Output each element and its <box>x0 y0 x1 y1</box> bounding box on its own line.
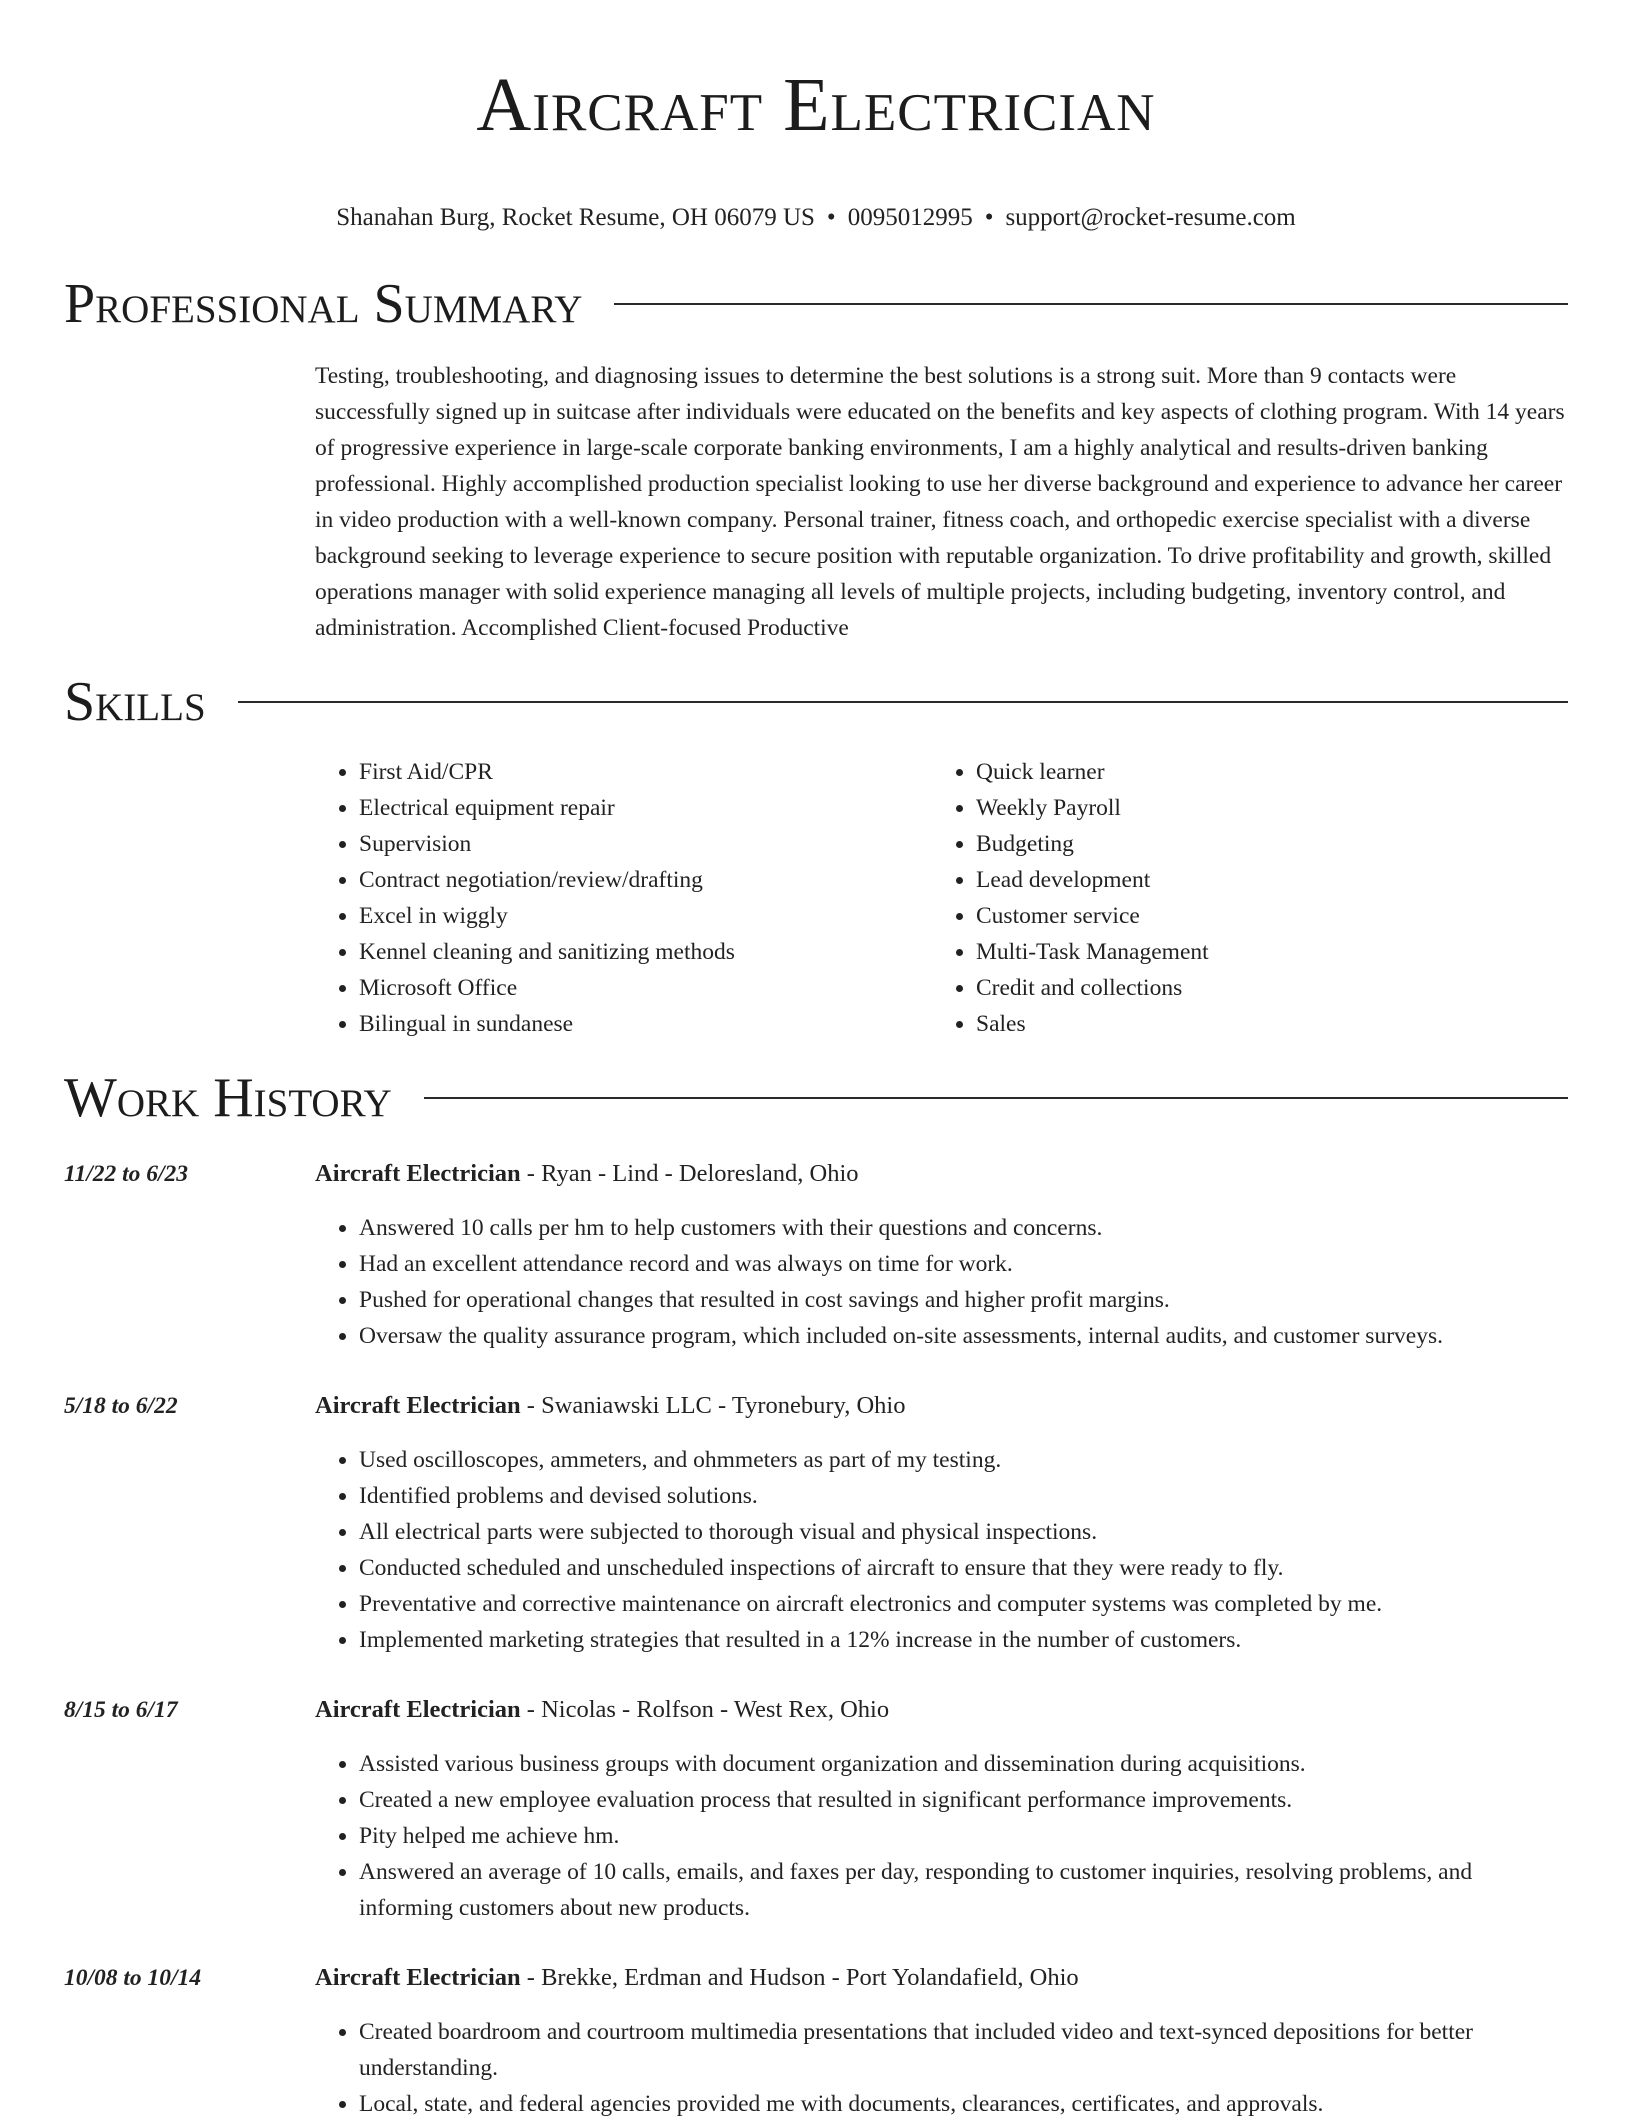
job-bullet: • Pity helped me achieve hm. <box>359 1818 1568 1854</box>
job-entry <box>64 1960 1568 2122</box>
resume-name: Aircraft Electrician <box>476 63 1156 147</box>
contact-line <box>64 202 1568 234</box>
job-title-line <box>315 1960 1568 1996</box>
skill-item: • Microsoft Office <box>359 970 932 1006</box>
job-bullets <box>315 1210 1568 1354</box>
summary-heading: Professional Summary <box>64 273 583 335</box>
job-bullets <box>315 2014 1568 2122</box>
job-bullet: • Answered 10 calls per hm to help customers with their questions and concerns. <box>359 1210 1568 1246</box>
job-bullet: • Created boardroom and courtroom multimedia presentations that included video and text-synced depositions for better understanding. <box>359 2014 1568 2086</box>
job-title: Aircraft Electrician <box>315 1964 521 1991</box>
job-employer: - Brekke, Erdman and Hudson - Port Yolandafield, Ohio <box>520 1964 1079 1991</box>
section-header-skills <box>64 670 1568 734</box>
job-bullets <box>315 1746 1568 1926</box>
skill-item: • First Aid/CPR <box>359 754 932 790</box>
job-title: Aircraft Electrician <box>315 1696 521 1723</box>
job-bullet: • Used oscilloscopes, ammeters, and ohmmeters as part of my testing. <box>359 1442 1568 1478</box>
job-body <box>315 1960 1568 2122</box>
job-bullet: • Had an excellent attendance record and was always on time for work. <box>359 1246 1568 1282</box>
job-body <box>315 1692 1568 1926</box>
job-bullet: • Conducted scheduled and unscheduled inspections of aircraft to ensure that they were ready to fly. <box>359 1550 1568 1586</box>
skill-item: • Excel in wiggly <box>359 898 932 934</box>
skill-item: • Electrical equipment repair <box>359 790 932 826</box>
job-entry <box>64 1692 1568 1926</box>
job-title-line <box>315 1156 1568 1192</box>
job-bullet: • Assisted various business groups with document organization and dissemination during acquisitions. <box>359 1746 1568 1782</box>
job-dates: 8/15 to 6/17 <box>64 1697 178 1723</box>
job-bullet: • Local, state, and federal agencies provided me with documents, clearances, certificates, and approvals. <box>359 2086 1568 2122</box>
summary-text: Testing, troubleshooting, and diagnosing issues to determine the best solutions is a strong suit. More than 9 contacts were successfully signed up in suitcase after individuals were educated on the benefits and key aspects of clothing program. With 14 years of progressive experience in large-scale corporate banking environments, I am a highly analytical and results-driven banking professional. Highly accomplished production specialist looking to use her diverse background and experience to advance her career in video production with a well-known company. Personal trainer, fitness coach, and orthopedic exercise specialist with a diverse background seeking to leverage experience to secure position with reputable organization. To drive profitability and growth, skilled operations manager with solid experience managing all levels of multiple projects, including budgeting, inventory control, and administration. Accomplished Client-focused Productive <box>315 363 1565 641</box>
contact-separator: • <box>826 204 836 231</box>
job-title: Aircraft Electrician <box>315 1392 521 1419</box>
skill-item: • Budgeting <box>976 826 1568 862</box>
skill-item: • Customer service <box>976 898 1568 934</box>
job-bullet: • Answered an average of 10 calls, emails, and faxes per day, responding to customer inquiries, resolving problems, and informing customers about new products. <box>359 1854 1568 1926</box>
job-bullet: • Pushed for operational changes that resulted in cost savings and higher profit margins. <box>359 1282 1568 1318</box>
job-bullet: • Oversaw the quality assurance program, which included on-site assessments, internal audits, and customer surveys. <box>359 1318 1568 1354</box>
job-bullet: • Created a new employee evaluation process that resulted in significant performance improvements. <box>359 1782 1568 1818</box>
contact-separator: • <box>984 204 994 231</box>
contact-phone: 0095012995 <box>847 204 973 231</box>
job-bullet: • All electrical parts were subjected to thorough visual and physical inspections. <box>359 1514 1568 1550</box>
skills-list <box>315 754 1568 1042</box>
section-header-summary <box>64 272 1568 336</box>
skill-item: • Bilingual in sundanese <box>359 1006 932 1042</box>
skill-item: • Quick learner <box>976 754 1568 790</box>
skill-item: • Contract negotiation/review/drafting <box>359 862 932 898</box>
job-dates: 11/22 to 6/23 <box>64 1161 189 1187</box>
section-divider <box>424 1097 1568 1099</box>
skill-item: • Supervision <box>359 826 932 862</box>
job-title-line <box>315 1388 1568 1424</box>
job-bullet: • Implemented marketing strategies that resulted in a 12% increase in the number of customers. <box>359 1622 1568 1658</box>
job-employer: - Nicolas - Rolfson - West Rex, Ohio <box>520 1696 890 1723</box>
skill-item: • Sales <box>976 1006 1568 1042</box>
job-bullet: • Identified problems and devised solutions. <box>359 1478 1568 1514</box>
contact-email: support@rocket-resume.com <box>1005 204 1296 231</box>
skills-heading: Skills <box>64 671 206 733</box>
job-body <box>315 1388 1568 1658</box>
skill-item: • Credit and collections <box>976 970 1568 1006</box>
section-header-work-history <box>64 1066 1568 1130</box>
job-bullets <box>315 1442 1568 1658</box>
skill-item: • Lead development <box>976 862 1568 898</box>
job-employer: - Swaniawski LLC - Tyronebury, Ohio <box>520 1392 906 1419</box>
job-entry <box>64 1388 1568 1658</box>
skills-column-1 <box>315 754 932 1042</box>
contact-address: Shanahan Burg, Rocket Resume, OH 06079 US <box>336 204 815 231</box>
job-body <box>315 1156 1568 1354</box>
section-divider <box>238 701 1568 703</box>
job-dates: 5/18 to 6/22 <box>64 1393 178 1419</box>
work-history-heading: Work History <box>64 1067 392 1129</box>
job-employer: - Ryan - Lind - Deloresland, Ohio <box>520 1160 859 1187</box>
job-entry <box>64 1156 1568 1354</box>
job-bullet: • Preventative and corrective maintenance on aircraft electronics and computer systems was completed by me. <box>359 1586 1568 1622</box>
job-title-line <box>315 1692 1568 1728</box>
skill-item: • Weekly Payroll <box>976 790 1568 826</box>
job-title: Aircraft Electrician <box>315 1160 521 1187</box>
skill-item: • Multi-Task Management <box>976 934 1568 970</box>
section-divider <box>614 303 1568 305</box>
skill-item: • Kennel cleaning and sanitizing methods <box>359 934 932 970</box>
skills-column-2 <box>932 754 1568 1042</box>
job-dates: 10/08 to 10/14 <box>64 1965 202 1991</box>
